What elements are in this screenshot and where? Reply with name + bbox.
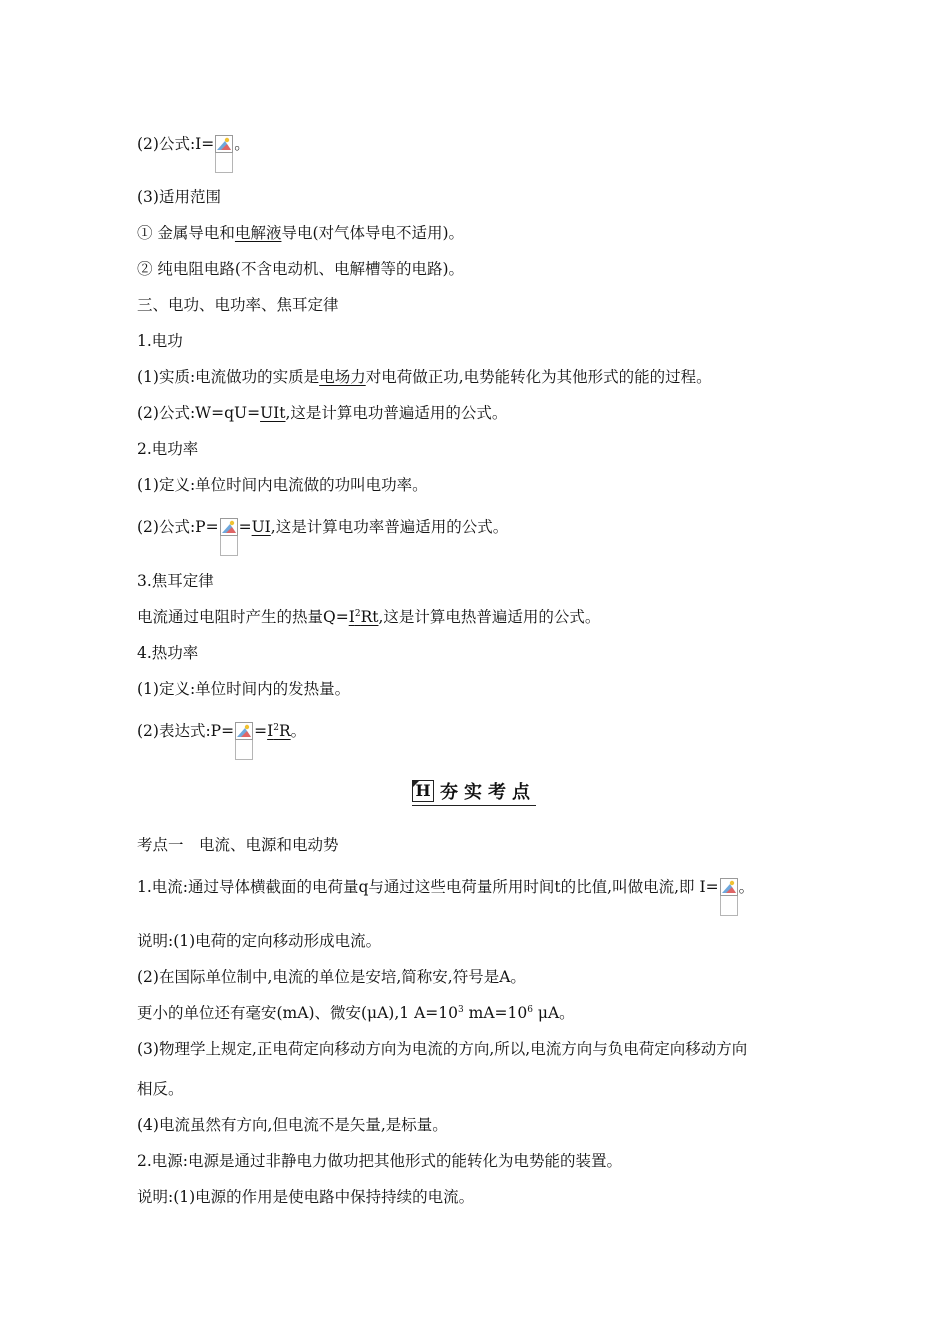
current-definition: 1.电流:通过导体横截面的电荷量q与通过这些电荷量所用时间t的比值,叫做电流,即 I= 。	[137, 876, 754, 916]
heading-electric-power: 2.电功率	[137, 440, 199, 458]
power-formula: (2)公式:P= =UI,这是计算电功率普遍适用的公式。	[137, 516, 508, 556]
section-title-text: 夯实考点	[440, 782, 536, 803]
heat-power-definition: (1)定义:单位时间内的发热量。	[137, 680, 351, 698]
formula-image-icon	[220, 518, 238, 556]
heading-heat-power: 4.热功率	[137, 644, 199, 662]
power-source-definition: 2.电源:电源是通过非静电力做功把其他形式的能转化为电势能的装置。	[137, 1152, 623, 1170]
section-heading-3: 三、电功、电功率、焦耳定律	[137, 296, 339, 314]
scope-item-1: ① 金属导电和电解液导电(对气体导电不适用)。	[137, 224, 465, 242]
note-2: (2)在国际单位制中,电流的单位是安培,简称安,符号是A。	[137, 968, 526, 986]
formula-image-icon	[235, 722, 253, 760]
note-3: (3)物理学上规定,正电荷定向移动方向为电流的方向,所以,电流方向与负电荷定向移动方向	[137, 1040, 748, 1058]
heading-electric-work: 1.电功	[137, 332, 183, 350]
note-4: (4)电流虽然有方向,但电流不是矢量,是标量。	[137, 1116, 448, 1134]
formula-image-icon	[720, 878, 738, 916]
formula-current: (2)公式:I= 。	[137, 133, 250, 173]
heading-joule-law: 3.焦耳定律	[137, 572, 214, 590]
note-3-cont: 相反。	[137, 1080, 184, 1098]
note-units: 更小的单位还有毫安(mA)、微安(μA),1 $A=10^3$ $mA=10^6$ μA。	[137, 1004, 575, 1022]
joule-law-text: 电流通过电阻时产生的热量$Q=I^2Rt$,这是计算电热普遍适用的公式。	[137, 608, 601, 626]
note-1: 说明:(1)电荷的定向移动形成电流。	[137, 932, 382, 950]
section-title	[412, 778, 536, 806]
power-source-note: 说明:(1)电源的作用是使电路中保持持续的电流。	[137, 1188, 475, 1206]
heat-power-formula: (2)表达式:P= $=I^2R$。	[137, 720, 306, 760]
work-essence: (1)实质:电流做功的实质是电场力对电荷做正功,电势能转化为其他形式的能的过程。	[137, 368, 712, 386]
work-formula: (2)公式:W=qU=UIt,这是计算电功普遍适用的公式。	[137, 404, 508, 422]
power-definition: (1)定义:单位时间内电流做的功叫电功率。	[137, 476, 428, 494]
topic-heading-1: 考点一 电流、电源和电动势	[137, 836, 339, 854]
section-h-icon: H	[412, 780, 434, 802]
formula-image-icon	[215, 135, 233, 173]
scope-heading: (3)适用范围	[137, 188, 221, 206]
scope-item-2: ② 纯电阻电路(不含电动机、电解槽等的电路)。	[137, 260, 465, 278]
